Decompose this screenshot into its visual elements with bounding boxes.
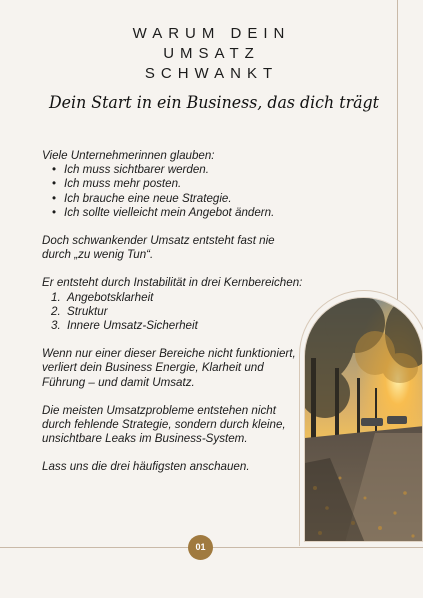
list-item — [42, 291, 304, 305]
list-item: • Ich muss mehr posten. — [42, 177, 304, 191]
list-item: • Ich brauche eine neue Strategie. — [42, 192, 304, 206]
page-number-badge: 01 — [188, 535, 213, 560]
body-text — [42, 149, 304, 489]
street-photo-illustration — [305, 298, 423, 542]
list-item: • Ich sollte vielleicht mein Angebot ändern. — [42, 206, 304, 220]
title-line-2: UMSATZ — [163, 45, 260, 62]
paragraph-4: Wenn nur einer dieser Bereiche nicht funktioniert, verliert dein Business Energie, Klarheit und Führung – und damit Umsatz. — [42, 347, 296, 389]
areas-list — [42, 291, 304, 334]
frame-line-right — [397, 0, 398, 300]
paragraph-6: Lass uns die drei häufigsten anschauen. — [42, 460, 250, 474]
list-number: 3. — [51, 319, 61, 333]
page-title — [100, 24, 323, 84]
street-photo — [304, 297, 423, 542]
list-item — [42, 305, 304, 319]
paragraph-3: Er entsteht durch Instabilität in drei Kernbereichen: — [42, 276, 303, 290]
list-label: Innere Umsatz-Sicherheit — [67, 319, 198, 333]
list-number: 2. — [51, 304, 61, 318]
script-tagline-text: Dein Start in ein Business, das dich trägt — [48, 93, 380, 113]
title-line-3: SCHWANKT — [144, 65, 279, 82]
list-item — [42, 319, 304, 333]
intro-text: Viele Unternehmerinnen glauben: — [42, 149, 215, 162]
paragraph-5: Die meisten Umsatzprobleme entstehen nicht durch fehlende Strategie, sondern durch kleine, unsichtbare Leaks im Business-System. — [42, 403, 286, 446]
list-label: Angebotsklarheit — [67, 290, 154, 304]
list-label: Struktur — [67, 304, 108, 318]
list-number: 1. — [51, 290, 61, 304]
list-item: • Ich muss sichtbarer werden. — [42, 163, 304, 177]
paragraph-2: Doch schwankender Umsatz entsteht fast nie durch „zu wenig Tun“. — [42, 234, 275, 262]
title-line-1: WARUM DEIN — [132, 25, 291, 42]
script-tagline — [42, 86, 387, 120]
beliefs-list — [42, 163, 304, 220]
